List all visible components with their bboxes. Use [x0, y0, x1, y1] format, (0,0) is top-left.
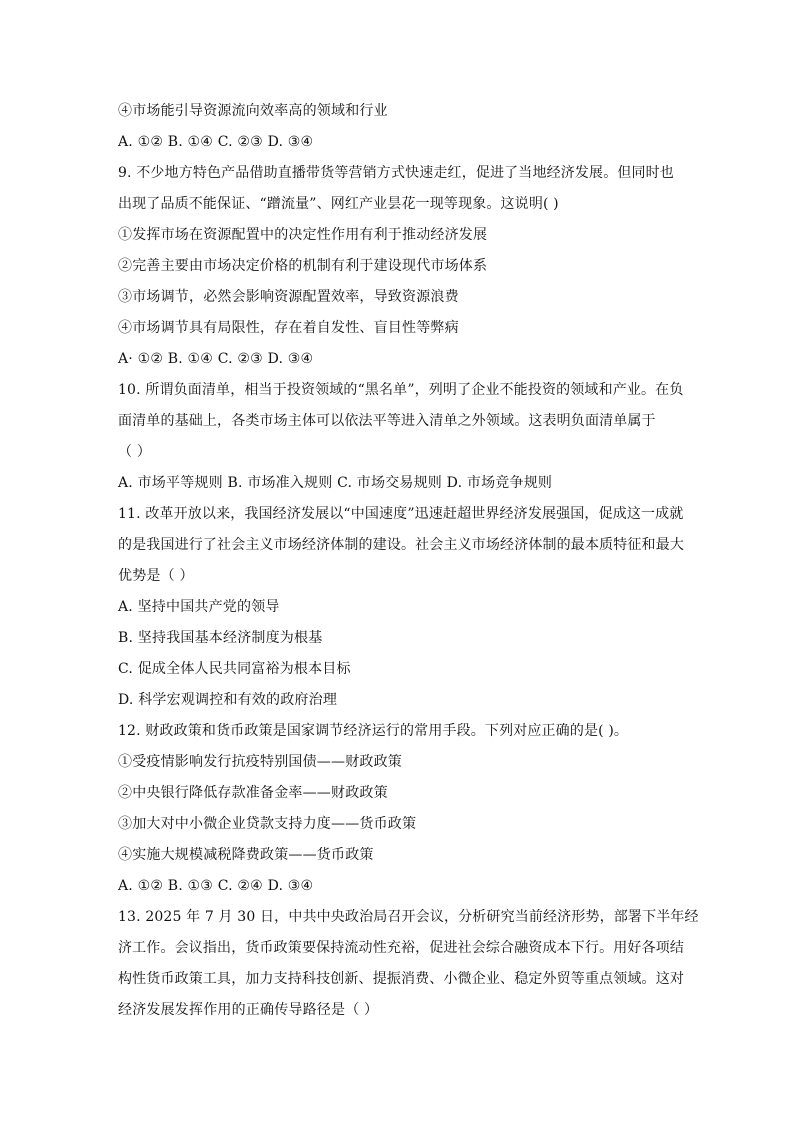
- question-9-stem: 9. 不少地方特色产品借助直播带货等营销方式快速走红，促进了当地经济发展。但同时也: [118, 165, 674, 181]
- option-line: ③市场调节，必然会影响资源配置效率，导致资源浪费: [118, 289, 459, 305]
- question-11-stem: 11. 改革开放以来，我国经济发展以“中国速度”迅速赶超世界经济发展强国，促成这一成就: [118, 506, 684, 522]
- answer-blank: （ ）: [118, 444, 152, 460]
- answer-option-b: B. 坚持我国基本经济制度为根基: [118, 630, 323, 646]
- question-10-stem-cont: 面清单的基础上，各类市场主体可以依法平等进入清单之外领域。这表明负面清单属于: [118, 413, 656, 429]
- answer-choices: A. 市场平等规则 B. 市场准入规则 C. 市场交易规则 D. 市场竞争规则: [118, 475, 553, 491]
- option-line: ①发挥市场在资源配置中的决定性作用有利于推动经济发展: [118, 227, 488, 243]
- answer-choices: A. ①② B. ①③ C. ②④ D. ③④: [118, 878, 314, 894]
- question-9-stem-cont: 出现了品质不能保证、“蹭流量”、网红产业昙花一现等现象。这说明( ): [118, 196, 559, 212]
- option-line: ④实施大规模减税降费政策——货币政策: [118, 847, 374, 863]
- question-13-stem-cont: 济工作。会议指出，货币政策要保持流动性充裕，促进社会综合融资成本下行。用好各项结: [118, 940, 684, 956]
- option-line: ④市场能引导资源流向效率高的领域和行业: [118, 103, 388, 119]
- option-line: ②完善主要由市场决定价格的机制有利于建设现代市场体系: [118, 258, 488, 274]
- answer-choices: A· ①② B. ①④ C. ②③ D. ③④: [118, 351, 314, 367]
- document-content: [118, 96, 699, 1026]
- question-13-stem-end: 经济发展发挥作用的正确传导路径是（ ）: [118, 1002, 379, 1018]
- option-line: ④市场调节具有局限性，存在着自发性、盲目性等弊病: [118, 320, 459, 336]
- answer-option-d: D. 科学宏观调控和有效的政府治理: [118, 692, 338, 708]
- question-11-stem-cont: 的是我国进行了社会主义市场经济体制的建设。社会主义市场经济体制的最本质特征和最大: [118, 537, 684, 553]
- option-line: ①受疫情影响发行抗疫特别国债——财政政策: [118, 754, 402, 770]
- answer-option-c: C. 促成全体人民共同富裕为根本目标: [118, 661, 351, 677]
- question-10-stem: 10. 所谓负面清单，相当于投资领域的“黑名单”，列明了企业不能投资的领域和产业。在负: [118, 382, 684, 398]
- option-line: ②中央银行降低存款准备金率——财政政策: [118, 785, 388, 801]
- question-11-stem-end: 优势是（ ）: [118, 568, 194, 584]
- question-13-stem-cont: 构性货币政策工具，加力支持科技创新、提振消费、小微企业、稳定外贸等重点领域。这对: [118, 971, 684, 987]
- option-line: ③加大对中小微企业贷款支持力度——货币政策: [118, 816, 417, 832]
- answer-option-a: A. 坚持中国共产党的领导: [118, 599, 280, 615]
- answer-choices: A. ①② B. ①④ C. ②③ D. ③④: [118, 134, 314, 150]
- question-12-stem: 12. 财政政策和货币政策是国家调节经济运行的常用手段。下列对应正确的是( )。: [118, 723, 629, 739]
- question-13-stem: 13. 2025 年 7 月 30 日，中共中央政治局召开会议，分析研究当前经济形势，部署下半年经: [118, 909, 699, 925]
